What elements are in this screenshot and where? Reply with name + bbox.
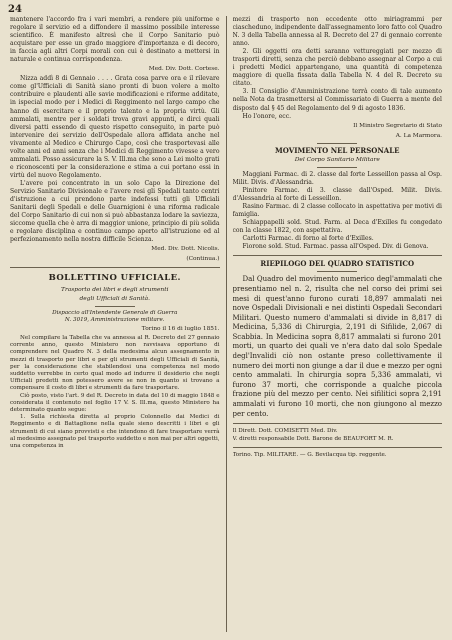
- section-divider-2: [233, 255, 443, 256]
- page-number: 24: [8, 4, 22, 15]
- bulletin-dispatch-number: N. 3019, Amministrazione militare.: [64, 316, 165, 323]
- movement-entry-4: Schiappapelli sold. Stud. Farm. al Deca d'Exilles fu congedato con la classe 1822, con aspettativa.: [232, 219, 442, 235]
- movement-entry-3: Rasino Farmac. di 2 classe collocato in aspettativa per motivi di famiglia.: [232, 202, 442, 219]
- two-column-body: [10, 16, 442, 632]
- movement-entry-1: Maggiani Farmac. di 2. classe dal forte Lesseillon passa al Osp. Milit. Divis. d'Alessandria.: [232, 170, 442, 186]
- short-rule-3: [317, 167, 357, 168]
- right-paragraph-2: 2. Gli oggetti ora detti saranno vettureggiati per mezzo di trasporti diretti, senza che perciò debbano assegnar al Corpo a cui i predetti Medici appartengano, una quantità di competenza maggiore di quella fissata dalla Tabella N. 4 del R. Decreto su citato.: [232, 48, 442, 88]
- printer-line: Torino. Tip. MILITARE. — G. Bevilacqua tip. reggente.: [232, 452, 387, 459]
- continued-note: (Continua.): [186, 256, 220, 263]
- right-paragraph-3: 3. Il Consiglio d'Amministrazione terrà conto di tale aumento nella Nota da trasmettersi al Commissariato di Guerra a mente del disposto dal § 45 del Regolamento del 9 di agosto 1836.: [232, 88, 442, 112]
- left-paragraph-5: Ciò posto, visto l'art. 9 del R. Decreto in data del 10 di maggio 1848 e considerata il contenuto nel foglio 17 V. S. Ill.ma, questo Ministero ha determinato quanto segue:: [10, 392, 220, 414]
- short-rule-2: [317, 143, 357, 144]
- left-paragraph-6: 1. Sulla richiesta diretta al proprio Colonnello dai Medici di Reggimento e di Battaglione nella quale sieno descritti i libri e gli strumenti di cui siano provvisti e che intendono di fare trasportare verrà al medesimo assegnato pel trasporto suddetto e non mai per altri oggetti, una competenza in: [10, 414, 220, 450]
- movement-entry-5: Carlotti Farmac. di forno al forte d'Exilles.: [242, 235, 374, 243]
- bulletin-subtitle-1: Trasporto dei libri e degli strumenti: [61, 287, 169, 294]
- right-paragraph-1: mezzi di trasporto non eccedente otto miriagrammi per ciascheduno, indipendente dall'assegnamento loro fatto col Quadro N. 3 della Tabella annessa al R. Decreto del 27 di gennaio corrente anno.: [232, 16, 442, 48]
- left-paragraph-4: Nel compilare la Tabella che va annessa al R. Decreto del 27 gennaio corrente anno, questo Ministero non ravvisava opportuno di comprendere nel Quadro N. 3 della medesima alcun assegnamento in mezzi di trasporto per libri e per gli strumenti degli Ufficiali di Sanità, per la considerazione che stabilendosi una competenza nel modo suddetto verrebbe in certo qual modo ad indurre il desiderio che negli Ufficiali predetti non potessero avere se non in quanto si trovano a compensare il costo di libri e strumenti da fare trasportare.: [10, 335, 220, 392]
- director-line: Il Dirett. Dott. COMISETTI Med. Div.: [232, 428, 338, 435]
- signature-nicolis: Med. Div. Dott. Nicolis.: [151, 246, 220, 253]
- movement-subtitle: Del Corpo Sanitario Militare: [294, 156, 380, 163]
- left-paragraph-1: mantenere l'accordo fra i vari membri, a rendere più uniforme e regolare il servizio ed a diffondere il massimo possibile interesse scientifico. È manifesto altresì che il Corpo Sanitario può acquistare per esse un grado maggiore d'importanza e di decoro, in faccia agli altri Corpi morali con cui è destinato a mettersi in naturale e continua corrispondenza.: [10, 16, 220, 64]
- bulletin-subtitle-2: degli Ufficiali di Sanità.: [79, 295, 151, 302]
- movement-entry-2: Pinitore Farmac. di 3. classe dall'Osped. Milit. Divis. d'Alessandria al forte di Lesseillon.: [232, 186, 442, 202]
- short-rule: [95, 306, 135, 307]
- statistics-title: RIEPILOGO DEL QUADRO STATISTICO: [260, 259, 415, 269]
- bulletin-date: Torino il 16 di luglio 1851.: [141, 325, 220, 332]
- right-paragraph-4: Ho l'onore, ecc.: [242, 112, 292, 120]
- movement-entry-6: Fiorone sold. Stud. Farmac. passa all'Osped. Div. di Genova.: [242, 243, 429, 251]
- left-column: [10, 16, 220, 632]
- signature-cortese: Med. Div. Dott. Cortese.: [148, 66, 220, 73]
- column-divider: [226, 16, 227, 632]
- left-paragraph-3: L'avere poi concentrato in un solo Capo la Direzione del Servizio Sanitario Divisionale e l'avere resi gli Spedali tanto centri d'istruzione a cui prendono parte indefessi tutti gli Ufficiali Sanitarii degli Spedali e delle Guarnigioni è una riforma radicale del Corpo Sanitario di cui non si può abbastanza lodare la saviezza, siccome quella che è arra di maggior unione, principio di più solida e regolare disciplina e continuo campo aperto all'istruzione ed al perfezionamento nella nostra difficile Scienza.: [10, 179, 220, 244]
- statistics-paragraph: Dal Quadro del movimento numerico degl'ammalati che presentiamo nel n. 2, risulta che nel corso dei primi sei mesi di quest'anno furono curati 18,897 ammalati nei nove Ospedali Divisionali e nei distinti Ospedali Secondari Militari. Questo numero d'ammalati si divide in 8,817 di Medicina, 5,336 di Chirurgia, 2,191 di Sifilide, 2,067 di Scabbia. In Medicina sopra 8,817 ammalati si furono 201 morti, un quarto dei quali ve n'era dato dal solo Spedale degl'Invalidi ciò non ostante preso collettivamente il numero dei morti non giunge a dar il due e mezzo per ogni cento ammalati. In chirurgia sopra 5,336 ammalati, vi furono 37 morti, che corrisponde a qualche piccola frazione più del mezzo per cento. Nei sifilitici sopra 2,191 ammalati vi furono 10 morti, che non giungono al mezzo per cento.: [232, 275, 442, 418]
- minister-title: Il Ministro Segretario di Stato: [353, 122, 442, 129]
- bulletin-dispatch: Dispaccio all'Intendente Generale di Guerra: [52, 309, 178, 316]
- section-divider: [10, 267, 220, 268]
- left-paragraph-2: Nizza addì 8 di Gennaio . . . . Grata cosa parve ora e il rilevare come gl'Ufficiali di Sanità siano pronti di buon volere a molto contribuire e plaudenti alle savie modificazioni e riforme additate, in ispecial modo per i Medici di Reggimento nel largo campo che hanno di esercitare e il proprio talento e la propria virtù. Gli ammalati, mentre per i soldati trova gravi appunti, e dirci quali diversi patti essendo di questo rispetto conseguito, in parte può intervenire dei servizio dell'Ospedale allora affidata anche nel vivamente al Medico e Chirurgo Capo, così che trasportevasi alle volte anni ed anni senza che i Medici di Reggimento vivesse a vero ammalati. Posso assicurare la S. V. Ill.ma che sono a Lei molto grati e riconoscenti per la considerazione e stima a cui portano essi in virtù del nuovo Regolamento.: [10, 75, 220, 179]
- short-rule-4: [317, 271, 357, 272]
- section-divider-3: [233, 423, 443, 424]
- responsible-line: V. diretti responsabile Dott. Barone de BEAUFORT M. R.: [232, 435, 394, 442]
- bulletin-title: BOLLETTINO UFFICIALE.: [48, 273, 181, 284]
- movement-title: MOVIMENTO NEL PERSONALE: [275, 145, 400, 155]
- right-column: [233, 16, 443, 632]
- section-divider-4: [233, 447, 443, 448]
- minister-name: A. La Marmora.: [395, 132, 442, 139]
